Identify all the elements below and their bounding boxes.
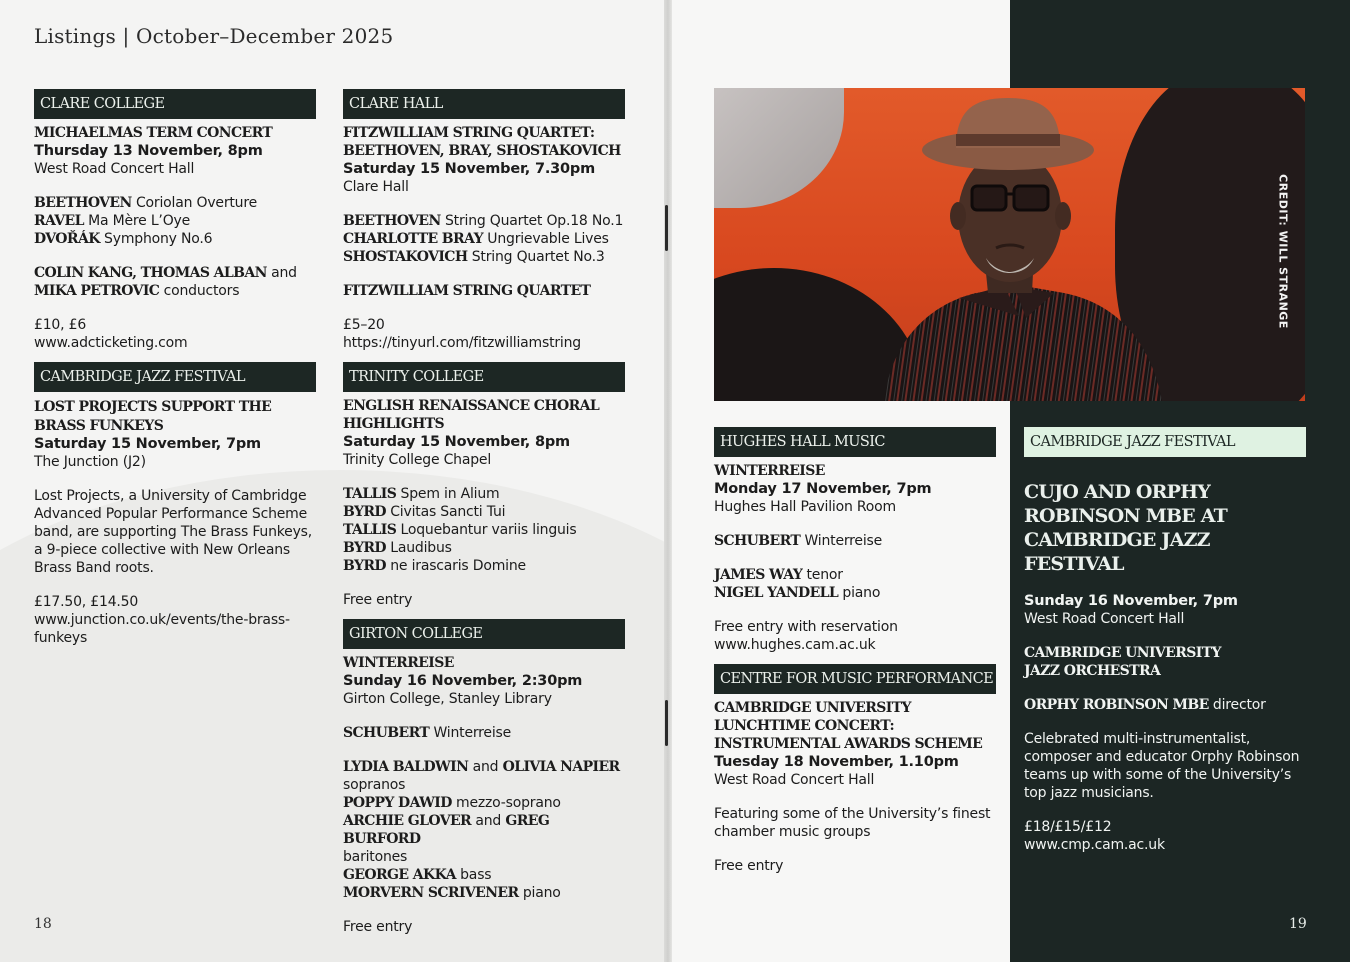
event-title: BEETHOVEN, BRAY, SHOSTAKOVICH <box>343 143 621 159</box>
program-line: BEETHOVEN Coriolan Overture <box>34 195 258 211</box>
event-title: LUNCHTIME CONCERT: <box>714 718 895 734</box>
ensemble-name: CAMBRIDGE UNIVERSITY <box>1024 645 1221 661</box>
event-link[interactable]: www.adcticketing.com <box>34 335 188 351</box>
event-title: ENGLISH RENAISSANCE CHORAL <box>343 398 600 414</box>
event-description: composer and educator Orphy Robinson <box>1024 749 1300 765</box>
event-date: Saturday 15 November, 8pm <box>343 434 570 450</box>
right-column-1 <box>714 427 996 875</box>
program-line: BYRD Laudibus <box>343 540 452 556</box>
venue-band: CLARE HALL <box>343 89 625 119</box>
page-number: 18 <box>34 916 52 932</box>
event-description: teams up with some of the University’s <box>1024 767 1292 783</box>
event-link[interactable]: https://tinyurl.com/fitzwilliamstring <box>343 335 581 351</box>
event-venue: Hughes Hall Pavilion Room <box>714 499 896 515</box>
event-description: Advanced Popular Performance Scheme <box>34 506 308 522</box>
event-description: chamber music groups <box>714 824 871 840</box>
venue-band: CENTRE FOR MUSIC PERFORMANCE <box>714 664 996 694</box>
event-venue: Clare Hall <box>343 179 409 195</box>
event-description: a 9-piece collective with New Orleans <box>34 542 290 558</box>
event-date: Saturday 15 November, 7pm <box>34 436 261 452</box>
venue-band: CAMBRIDGE JAZZ FESTIVAL <box>34 362 316 392</box>
cast-line: MORVERN SCRIVENER piano <box>343 885 561 901</box>
program-line: BYRD ne irascaris Domine <box>343 558 526 574</box>
left-page <box>0 0 668 962</box>
feature-title: CAMBRIDGE JAZZ FESTIVAL <box>1024 529 1210 575</box>
program-line: BEETHOVEN String Quartet Op.18 No.1 <box>343 213 624 229</box>
event-title: LOST PROJECTS SUPPORT THE <box>34 399 272 415</box>
event-title: WINTERREISE <box>714 463 825 479</box>
venue-band: TRINITY COLLEGE <box>343 362 625 392</box>
feature-title: ROBINSON MBE AT <box>1024 505 1227 527</box>
event-title: MICHAELMAS TERM CONCERT <box>34 125 273 141</box>
event-link[interactable]: www.junction.co.uk/events/the-brass- <box>34 612 290 628</box>
program-line: CHARLOTTE BRAY Ungrievable Lives <box>343 231 609 247</box>
cast-line: POPPY DAWID mezzo-soprano <box>343 795 561 811</box>
venue-band: CAMBRIDGE JAZZ FESTIVAL <box>1024 427 1306 457</box>
staple <box>665 700 668 746</box>
book-gutter <box>664 0 672 962</box>
event-title: FITZWILLIAM STRING QUARTET: <box>343 125 595 141</box>
event-date: Saturday 15 November, 7.30pm <box>343 161 596 177</box>
event-link[interactable]: funkeys <box>34 630 88 646</box>
event-date: Sunday 16 November, 7pm <box>1024 593 1238 609</box>
portrait-photo <box>714 88 1305 401</box>
program-line: BYRD Civitas Sancti Tui <box>343 504 506 520</box>
venue-band: GIRTON COLLEGE <box>343 619 625 649</box>
event-price: Free entry <box>714 858 784 874</box>
event-description: band, are supporting The Brass Funkeys, <box>34 524 313 540</box>
running-head: Listings | October–December 2025 <box>34 24 394 48</box>
credit-line: NIGEL YANDELL piano <box>714 585 881 601</box>
event-venue: The Junction (J2) <box>34 454 146 470</box>
credit-line: JAMES WAY tenor <box>714 567 843 583</box>
left-column-2 <box>343 89 625 936</box>
event-title: INSTRUMENTAL AWARDS SCHEME <box>714 736 983 752</box>
event-price: £18/£15/£12 <box>1024 819 1112 835</box>
program-line: TALLIS Spem in Alium <box>343 486 500 502</box>
event-description: Featuring some of the University’s finest <box>714 806 991 822</box>
page-number: 19 <box>1289 916 1307 932</box>
event-venue: Girton College, Stanley Library <box>343 691 552 707</box>
venue-band: CLARE COLLEGE <box>34 89 316 119</box>
event-title: WINTERREISE <box>343 655 454 671</box>
photo-credit: CREDIT: WILL STRANGE <box>1276 174 1290 329</box>
portrait-illustration <box>714 88 1305 401</box>
cast-line: sopranos <box>343 777 406 793</box>
program-line: SCHUBERT Winterreise <box>714 533 883 549</box>
program-line: DVOŘÁK Symphony No.6 <box>34 231 213 247</box>
credit-line: ORPHY ROBINSON MBE director <box>1024 697 1266 713</box>
feature-title: CUJO AND ORPHY <box>1024 481 1210 503</box>
cast-line: GEORGE AKKA bass <box>343 867 492 883</box>
feature-column <box>1024 427 1306 854</box>
event-venue: West Road Concert Hall <box>714 772 875 788</box>
cast-line: ARCHIE GLOVER and GREG BURFORD <box>343 813 550 847</box>
event-price: £17.50, £14.50 <box>34 594 139 610</box>
ensemble-name: JAZZ ORCHESTRA <box>1024 663 1161 679</box>
event-title: CAMBRIDGE UNIVERSITY <box>714 700 911 716</box>
program-line: SHOSTAKOVICH String Quartet No.3 <box>343 249 605 265</box>
event-venue: West Road Concert Hall <box>34 161 195 177</box>
event-date: Monday 17 November, 7pm <box>714 481 932 497</box>
credit-line: COLIN KANG, THOMAS ALBAN and <box>34 265 297 281</box>
event-date: Tuesday 18 November, 1.10pm <box>714 754 959 770</box>
event-description: Lost Projects, a University of Cambridge <box>34 488 307 504</box>
program-line: TALLIS Loquebantur variis linguis <box>343 522 577 538</box>
event-title: BRASS FUNKEYS <box>34 418 164 434</box>
event-price: Free entry <box>343 592 413 608</box>
event-description: Brass Band roots. <box>34 560 154 576</box>
event-description: top jazz musicians. <box>1024 785 1154 801</box>
cast-line: baritones <box>343 849 408 865</box>
program-line: RAVEL Ma Mère L’Oye <box>34 213 191 229</box>
event-description: Celebrated multi-instrumentalist, <box>1024 731 1251 747</box>
staple <box>665 205 668 251</box>
event-venue: West Road Concert Hall <box>1024 611 1185 627</box>
venue-band: HUGHES HALL MUSIC <box>714 427 996 457</box>
event-venue: Trinity College Chapel <box>343 452 492 468</box>
left-column-1 <box>34 89 316 647</box>
program-line: SCHUBERT Winterreise <box>343 725 512 741</box>
performer-line: FITZWILLIAM STRING QUARTET <box>343 283 591 299</box>
event-link[interactable]: www.cmp.cam.ac.uk <box>1024 837 1165 853</box>
event-title: HIGHLIGHTS <box>343 416 445 432</box>
event-date: Sunday 16 November, 2:30pm <box>343 673 583 689</box>
event-price: £5–20 <box>343 317 385 333</box>
event-price: Free entry <box>343 919 413 935</box>
event-price: Free entry with reservation <box>714 619 898 635</box>
cast-line: LYDIA BALDWIN and OLIVIA NAPIER <box>343 759 620 775</box>
event-date: Thursday 13 November, 8pm <box>34 143 263 159</box>
event-link[interactable]: www.hughes.cam.ac.uk <box>714 637 876 653</box>
event-price: £10, £6 <box>34 317 87 333</box>
credit-line: MIKA PETROVIC conductors <box>34 283 240 299</box>
